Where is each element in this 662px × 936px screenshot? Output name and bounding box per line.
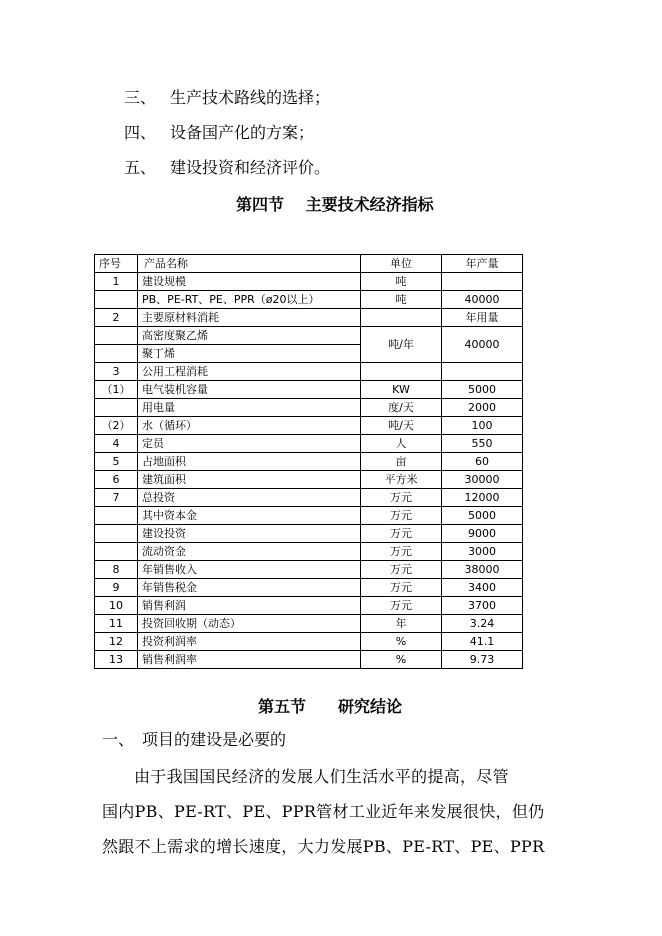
conclusion-heading: 一、 项目的建设是必要的 — [102, 730, 287, 749]
table-cell: 聚丁烯 — [138, 345, 361, 363]
list-item — [124, 123, 314, 143]
table-cell: 3.24 — [442, 615, 523, 633]
table-cell: 总投资 — [138, 489, 361, 507]
table-cell: KW — [361, 381, 442, 399]
table-row — [95, 309, 523, 327]
table-cell: 100 — [442, 417, 523, 435]
table-cell: （2） — [95, 417, 138, 435]
table-cell: 万元 — [361, 597, 442, 615]
table-cell: （1） — [95, 381, 138, 399]
table-row — [95, 363, 523, 381]
table-row — [95, 471, 523, 489]
table-cell: 3 — [95, 363, 138, 381]
table-cell: % — [361, 633, 442, 651]
table-cell — [95, 291, 138, 309]
table-row — [95, 597, 523, 615]
table-cell — [361, 309, 442, 327]
table-cell: 投资利润率 — [138, 633, 361, 651]
table-cell: 12 — [95, 633, 138, 651]
table-cell: 4 — [95, 435, 138, 453]
table-cell: 5000 — [442, 507, 523, 525]
table-cell: 12000 — [442, 489, 523, 507]
table-row — [95, 489, 523, 507]
table-cell — [442, 363, 523, 381]
table-row — [95, 615, 523, 633]
table-cell: 年销售税金 — [138, 579, 361, 597]
body-line: 国内PB、PE-RT、PE、PPR管材工业近年来发展很快，但仍 — [102, 802, 545, 821]
table-cell: % — [361, 651, 442, 669]
table-cell: 销售利润率 — [138, 651, 361, 669]
header-cell: 年产量 — [442, 255, 523, 273]
table-cell: 度/天 — [361, 399, 442, 417]
list-item-text: 设备国产化的方案； — [170, 123, 315, 142]
table-cell: 主要原材料消耗 — [138, 309, 361, 327]
table-cell: 万元 — [361, 543, 442, 561]
table-cell: 7 — [95, 489, 138, 507]
table-cell: 3000 — [442, 543, 523, 561]
table-cell: 建设规模 — [138, 273, 361, 291]
list-item — [124, 88, 330, 108]
section-5-title: 第五节 研究结论 — [258, 697, 403, 716]
table-cell: 38000 — [442, 561, 523, 579]
list-item-text: 建设投资和经济评价。 — [170, 158, 331, 177]
table-cell: 年用量 — [442, 309, 523, 327]
table-cell: 亩 — [361, 453, 442, 471]
table-cell: 吨 — [361, 273, 442, 291]
table-cell: 投资回收期（动态） — [138, 615, 361, 633]
table-cell: 销售利润 — [138, 597, 361, 615]
table-row — [95, 561, 523, 579]
table-cell: 2 — [95, 309, 138, 327]
list-item-number: 五、 — [124, 158, 157, 177]
body-line: 然跟不上需求的增长速度，大力发展PB、PE-RT、PE、PPR — [102, 837, 545, 856]
table-row — [95, 381, 523, 399]
table-cell: 吨/年 — [361, 327, 442, 363]
table-cell: 建设投资 — [138, 525, 361, 543]
table-cell: 公用工程消耗 — [138, 363, 361, 381]
table-cell: 10 — [95, 597, 138, 615]
table-cell: 9000 — [442, 525, 523, 543]
table-row — [95, 399, 523, 417]
header-cell: 产品名称 — [138, 255, 361, 273]
table-cell: 占地面积 — [138, 453, 361, 471]
table-cell: 万元 — [361, 561, 442, 579]
table-cell: 40000 — [442, 327, 523, 363]
table-cell: 3700 — [442, 597, 523, 615]
table-row — [95, 543, 523, 561]
table-cell: 41.1 — [442, 633, 523, 651]
table-cell: 11 — [95, 615, 138, 633]
table-cell: 万元 — [361, 507, 442, 525]
body-line: 由于我国国民经济的发展人们生活水平的提高，尽管 — [134, 767, 509, 786]
table-cell — [361, 363, 442, 381]
table-row — [95, 579, 523, 597]
table-row — [95, 417, 523, 435]
table-cell: 年 — [361, 615, 442, 633]
table-cell — [95, 327, 138, 345]
table-cell: 流动资金 — [138, 543, 361, 561]
table-cell: 电气装机容量 — [138, 381, 361, 399]
table-cell — [95, 399, 138, 417]
table-row — [95, 273, 523, 291]
table-cell: 用电量 — [138, 399, 361, 417]
table-header-row — [95, 255, 523, 273]
table-cell: 1 — [95, 273, 138, 291]
section-4-title: 第四节 主要技术经济指标 — [236, 195, 434, 214]
table-cell: 其中资本金 — [138, 507, 361, 525]
table-cell — [95, 525, 138, 543]
table-cell: 吨/天 — [361, 417, 442, 435]
table-cell: 9 — [95, 579, 138, 597]
header-cell: 单位 — [361, 255, 442, 273]
table-row — [95, 651, 523, 669]
table-cell: 30000 — [442, 471, 523, 489]
table-cell: 2000 — [442, 399, 523, 417]
table-cell: 万元 — [361, 525, 442, 543]
table-cell: 高密度聚乙烯 — [138, 327, 361, 345]
table-cell: 水（循环） — [138, 417, 361, 435]
table-cell: PB、PE-RT、PE、PPR（ø20以上） — [138, 291, 361, 309]
list-item-number: 四、 — [124, 123, 157, 142]
table-cell: 6 — [95, 471, 138, 489]
list-item-number: 三、 — [124, 88, 157, 107]
table-cell: 60 — [442, 453, 523, 471]
table-cell — [95, 543, 138, 561]
table-cell: 万元 — [361, 489, 442, 507]
table-cell: 吨 — [361, 291, 442, 309]
table-cell: 5000 — [442, 381, 523, 399]
table-row — [95, 507, 523, 525]
table-cell: 定员 — [138, 435, 361, 453]
table-cell: 人 — [361, 435, 442, 453]
table-cell: 9.73 — [442, 651, 523, 669]
table-cell: 13 — [95, 651, 138, 669]
table-cell — [442, 273, 523, 291]
table-row — [95, 453, 523, 471]
table-cell: 万元 — [361, 579, 442, 597]
table-row — [95, 525, 523, 543]
list-item-text: 生产技术路线的选择； — [170, 88, 331, 107]
table-cell: 建筑面积 — [138, 471, 361, 489]
header-cell: 序号 — [95, 255, 138, 273]
table-cell: 年销售收入 — [138, 561, 361, 579]
economic-indicators-table — [94, 254, 523, 669]
table-cell: 550 — [442, 435, 523, 453]
table-cell: 平方米 — [361, 471, 442, 489]
table-cell — [95, 345, 138, 363]
list-item — [124, 158, 330, 178]
table-row — [95, 633, 523, 651]
table-row — [95, 435, 523, 453]
table-cell: 5 — [95, 453, 138, 471]
table-cell: 40000 — [442, 291, 523, 309]
table-row — [95, 327, 523, 345]
table-cell: 8 — [95, 561, 138, 579]
table-cell: 3400 — [442, 579, 523, 597]
table-row — [95, 291, 523, 309]
table-cell — [95, 507, 138, 525]
